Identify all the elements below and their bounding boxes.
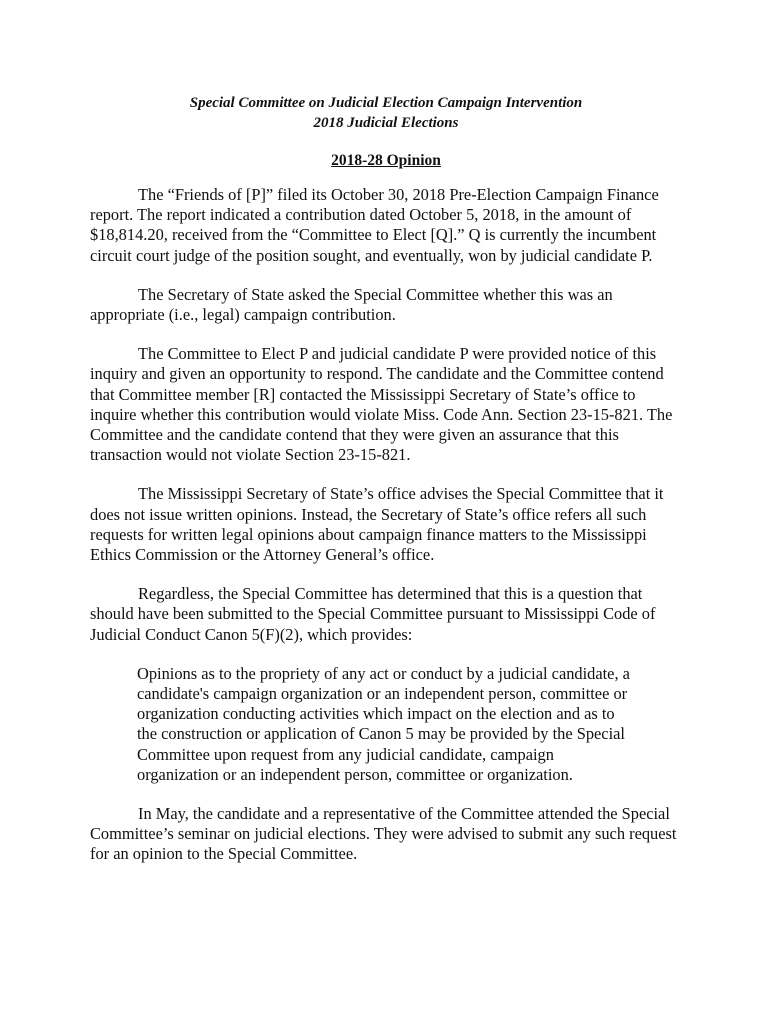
paragraph-notice-response: The Committee to Elect P and judicial candidate P were provided notice of this inquiry and given an opportunity to respond. The candidate and the Committee contend that Committee member [R] contacted the Mississippi Secretary of State’s office to inquire whether this contribution would violate Miss. Code Ann. Section 23-15-821. The Committee and the candidate contend that they were given an assurance that this transaction would not violate Section 23-15-821. bbox=[90, 344, 673, 465]
paragraph-determination: Regardless, the Special Committee has determined that this is a question that should have been submitted to the Special Committee pursuant to Mississippi Code of Judicial Conduct Canon 5(F)(2), which provides: bbox=[90, 584, 656, 644]
paragraph-seminar: In May, the candidate and a representative of the Committee attended the Special Committee’s seminar on judicial elections. They were advised to submit any such request for an opinion to the Special Committee. bbox=[90, 804, 677, 864]
paragraph-contribution-report: The “Friends of [P]” filed its October 30, 2018 Pre-Election Campaign Finance report. The report indicated a contribution dated October 5, 2018, in the amount of $18,814.20, received from the “Committee to Elect [Q].” Q is currently the incumbent circuit court judge of the position sought, and eventually, won by judicial candidate P. bbox=[90, 185, 659, 265]
canon-quote-block: Opinions as to the propriety of any act or conduct by a judicial candidate, a candidate's campaign organization or an independent person, committee or organization conducting activities which impact on the election and as to the construction or application of Canon 5 may be provided by the Special Committee upon request from any judicial candidate, campaign organization or an independent person, committee or organization. bbox=[137, 663, 630, 784]
header-election-year: 2018 Judicial Elections bbox=[313, 115, 459, 131]
opinion-title-text: 2018-28 Opinion bbox=[331, 152, 441, 169]
paragraph-secretary-question: The Secretary of State asked the Special Committee whether this was an appropriate (i.e., legal) campaign contribution. bbox=[90, 284, 613, 325]
opinion-title bbox=[90, 151, 682, 171]
paragraph-secretary-office: The Mississippi Secretary of State’s office advises the Special Committee that it does not issue written opinions. Instead, the Secretary of State’s office refers all such requests for written legal opinions about campaign finance matters to the Mississippi Ethics Commission or the Attorney General’s office. bbox=[90, 484, 664, 565]
document-header bbox=[90, 93, 682, 133]
header-committee-name: Special Committee on Judicial Election Campaign Intervention bbox=[189, 95, 583, 111]
